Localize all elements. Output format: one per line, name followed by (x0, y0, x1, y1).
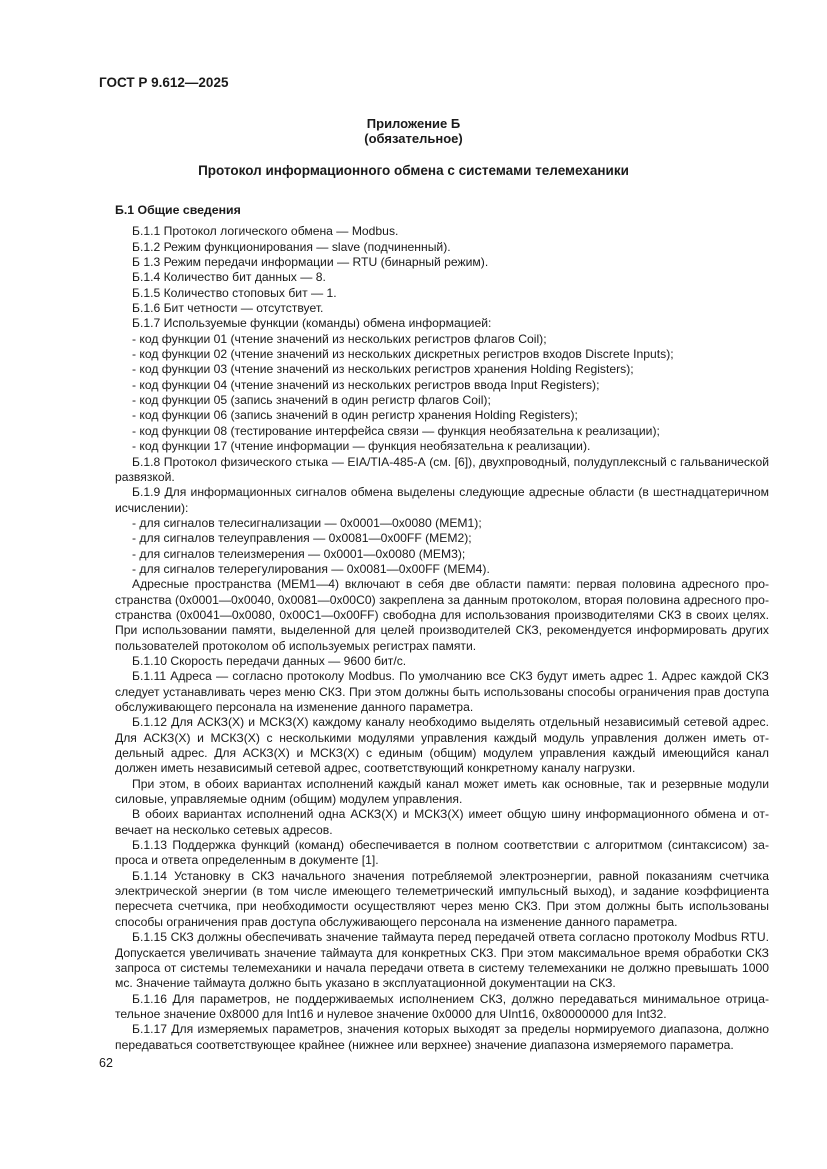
paragraph-b-1-2: Б.1.2 Режим функционирования — slave (подчиненный). (132, 239, 451, 254)
paragraph-address-spaces: Адресные пространства (МЕМ1—4) включают в себя две области памяти: первая половина адресного пространства (0x0001—0x0040, 0x0081—0x00C0) закреплена за данным протоколом, вторая половина адресного пространства (0x0041—0x0080, 0x00C1—0x00FF) свободна для использования производителями СКЗ в своих целях. При использовании памяти, выделенной для целей производителей СКЗ, рекомендуется информировать других пользователей протоколом об используемых регистрах памяти. (115, 577, 769, 653)
list-item: - код функции 01 (чтение значений из нескольких регистров флагов Coil); (132, 331, 547, 346)
paragraph-b-1-4: Б.1.4 Количество бит данных — 8. (132, 270, 326, 285)
list-item: - код функции 08 (тестирование интерфейса связи — функция необязательна к реализации); (132, 423, 660, 438)
paragraph-b-1-10: Б.1.10 Скорость передачи данных — 9600 бит/с. (132, 653, 407, 668)
paragraph-b-1-3: Б 1.3 Режим передачи информации — RTU (бинарный режим). (132, 255, 489, 270)
paragraph-b-1-17: Б.1.17 Для измеряемых параметров, значения которых выходят за пределы нормируемого диапазона, должно передаваться соответствующее крайнее (нижнее или верхнее) значение диапазона измеряемого параметра. (115, 1022, 769, 1052)
paragraph-b-1-14: Б.1.14 Установку в СКЗ начального значения потребляемой электроэнергии, равной показаниям счетчика электрической энергии (в том числе имеющего телеметрический импульсный выход), и задание коэффициента пересчета счетчика, при необходимости осуществляют через меню СКЗ. При этом должны быть использованы способы ограничения прав доступа обслуживающего персонала на изменение данного параметра. (115, 868, 769, 929)
appendix-title: Протокол информационного обмена с системами телемеханики (198, 163, 629, 178)
list-item: - код функции 06 (запись значений в один регистр хранения Holding Registers); (132, 408, 578, 423)
list-item: - код функции 03 (чтение значений из нескольких регистров хранения Holding Registers); (132, 362, 634, 377)
paragraph-b-1-1: Б.1.1 Протокол логического обмена — Modbus. (132, 224, 399, 239)
list-item: - код функции 04 (чтение значений из нескольких регистров ввода Input Registers); (132, 377, 600, 392)
paragraph-b-1-16: Б.1.16 Для параметров, не поддерживаемых исполнением СКЗ, должно передаваться минимальное отрицательное значение 0x8000 для Int16 и нулевое значение 0x0000 для UInt16, 0x80000000 для Int32. (115, 991, 769, 1021)
paragraph-b-1-9: Б.1.9 Для информационных сигналов обмена выделены следующие адресные области (в шестнадцатеричном исчислении): (115, 485, 769, 515)
appendix-label: Приложение Б (366, 116, 461, 131)
paragraph-b-1-5: Б.1.5 Количество стоповых бит — 1. (132, 285, 337, 300)
paragraph-b-1-12-channels: При этом, в обоих вариантах исполнений каждый канал может иметь как основные, так и резервные модули силовые, управляемые одним (общим) модулем управления. (115, 776, 769, 807)
paragraph-b-1-12: Б.1.12 Для АСКЗ(Х) и МСКЗ(Х) каждому каналу необходимо выделять отдельный независимый сетевой адрес. Для АСКЗ(Х) и МСКЗ(Х) с несколькими модулями управления каждый модуль управления должен иметь отдельный адрес. Для АСКЗ(Х) и МСКЗ(Х) с единым (общим) модулем управления каждый имеющийся канал должен иметь независимый сетевой адрес, соответствующий конкретному каналу нагрузки. (115, 715, 769, 776)
appendix-type: (обязательное) (364, 131, 463, 146)
paragraph-b-1-12-bus: В обоих вариантах исполнений одна АСКЗ(Х) и МСКЗ(Х) имеет общую шину информационного обмена и отвечает на несколько сетевых адресов. (115, 807, 769, 837)
list-item: - для сигналов телеизмерения — 0x0001—0x0080 (МЕМ3); (132, 546, 466, 561)
paragraph-b-1-8: Б.1.8 Протокол физического стыка — EIA/TIA-485-А (см. [6]), двухпроводный, полудуплексный с гальванической развязкой. (115, 454, 769, 484)
section-heading: Б.1 Общие сведения (115, 203, 241, 217)
list-item: - код функции 17 (чтение информации — функция необязательна к реализации). (132, 439, 591, 454)
document-header: ГОСТ Р 9.612—2025 (99, 75, 229, 90)
paragraph-b-1-13: Б.1.13 Поддержка функций (команд) обеспечивается в полном соответствии с алгоритмом (синтаксисом) запроса и ответа определенным в документе [1]. (115, 838, 769, 868)
list-item: - код функции 05 (запись значений в один регистр флагов Coil); (132, 393, 491, 408)
list-item: - для сигналов телерегулирования — 0x0081—0x00FF (МЕМ4). (132, 561, 490, 576)
paragraph-b-1-6: Б.1.6 Бит четности — отсутствует. (132, 301, 324, 316)
list-item: - для сигналов телеуправления — 0x0081—0x00FF (МЕМ2); (132, 531, 472, 546)
page-number: 62 (99, 1056, 113, 1070)
list-item: - код функции 02 (чтение значений из нескольких дискретных регистров входов Discrete Inputs); (132, 347, 674, 362)
list-item: - для сигналов телесигнализации — 0x0001—0x0080 (МЕМ1); (132, 515, 482, 530)
paragraph-b-1-7: Б.1.7 Используемые функции (команды) обмена информацией: (132, 316, 492, 331)
paragraph-b-1-11: Б.1.11 Адреса — согласно протоколу Modbus. По умолчанию все СКЗ будут иметь адрес 1. Адрес каждой СКЗ следует устанавливать через меню СКЗ. При этом должны быть использованы способы ограничения прав доступа обслуживающего персонала на изменение данного параметра. (115, 669, 769, 714)
paragraph-b-1-15: Б.1.15 СКЗ должны обеспечивать значение таймаута перед передачей ответа согласно протоколу Modbus RTU. Допускается увеличивать значение таймаута для конкретных СКЗ. При этом максимальное время обработки СКЗ запроса от системы телемеханики и начала передачи ответа в систему телемеханики не должно превышать 1000 мс. Значение таймаута должно быть указано в эксплуатационной документации на СКЗ. (115, 930, 769, 991)
document-body (115, 203, 769, 1053)
